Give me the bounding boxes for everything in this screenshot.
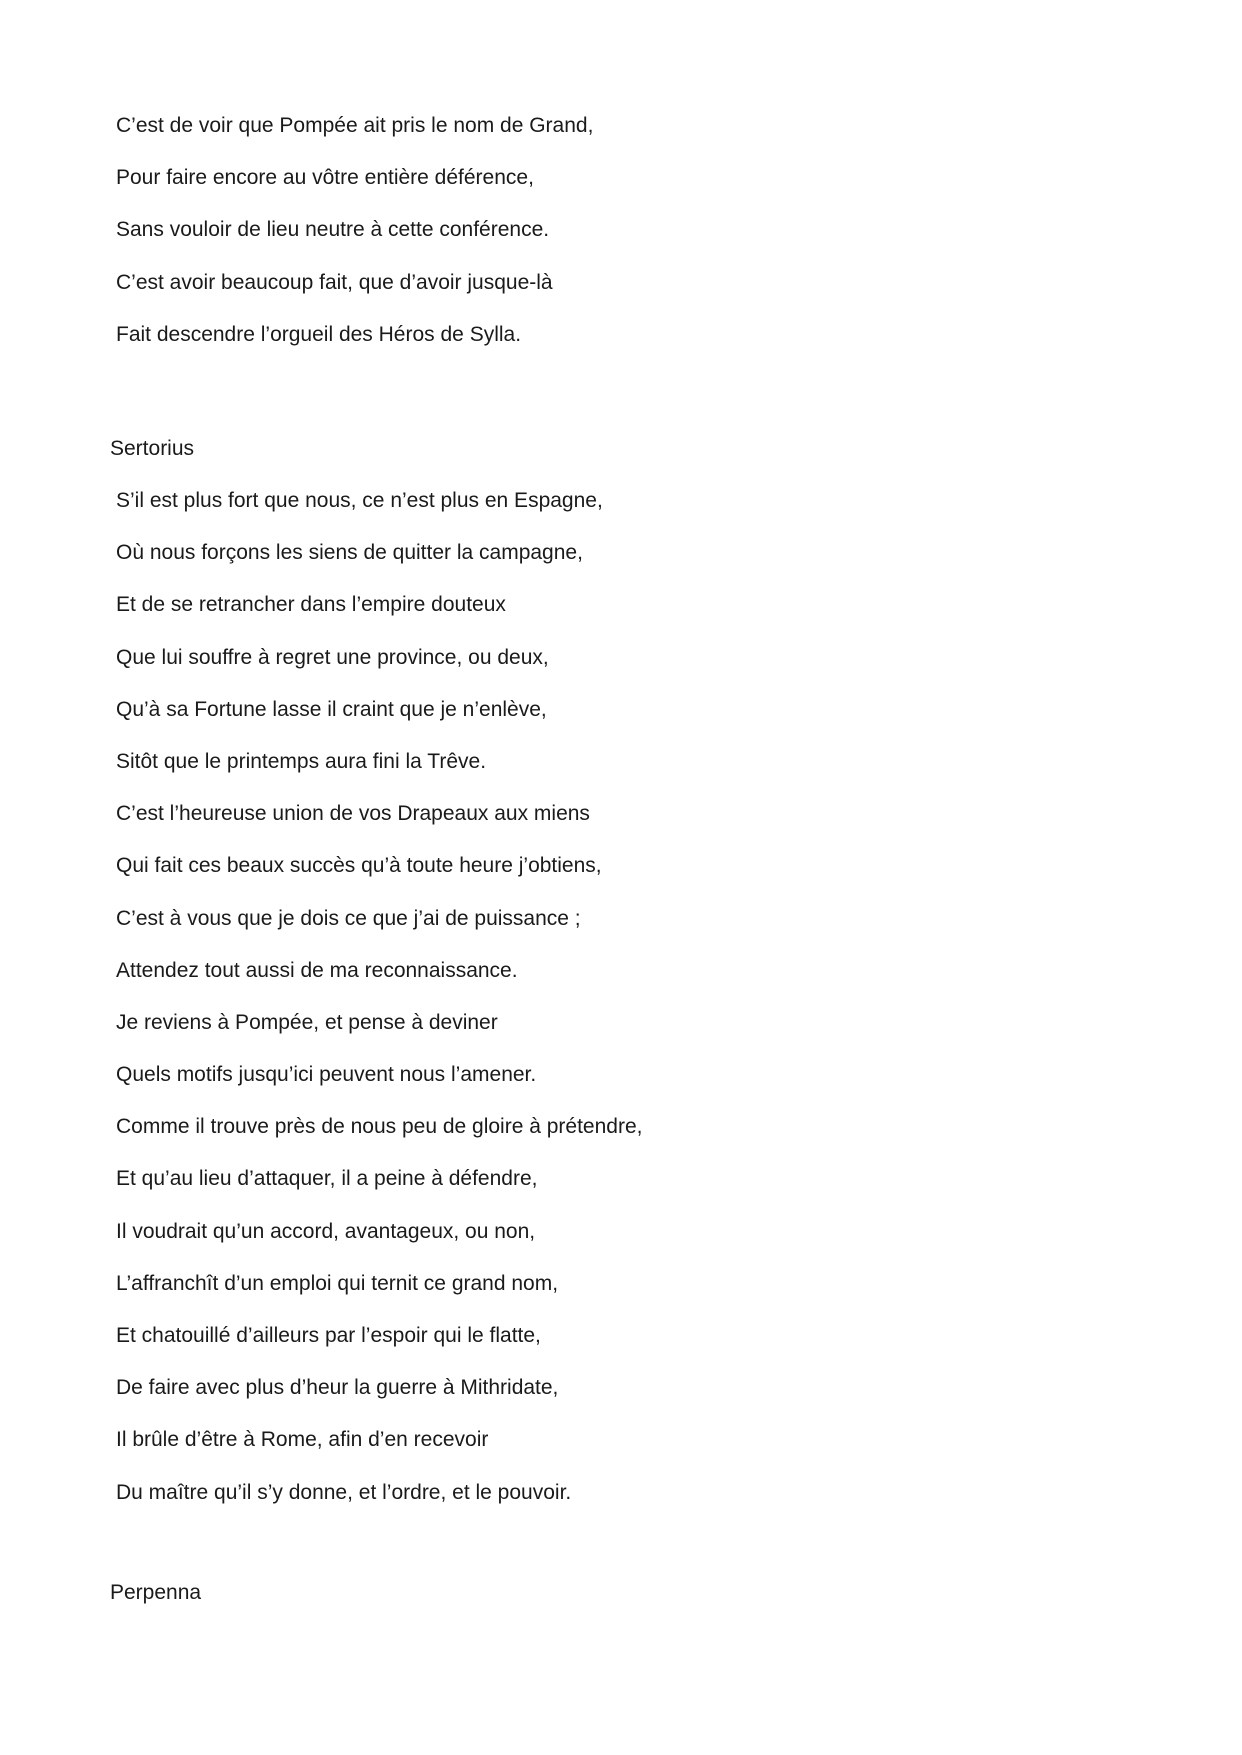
verse-line: De faire avec plus d’heur la guerre à Mithridate, <box>116 1376 559 1400</box>
speaker-name: Perpenna <box>110 1581 202 1604</box>
speaker-block-1 <box>110 423 1110 475</box>
speaker-block-2 <box>110 1567 1110 1619</box>
verse-line: Sans vouloir de lieu neutre à cette conférence. <box>116 218 550 242</box>
verse-line: S’il est plus fort que nous, ce n’est plus en Espagne, <box>116 489 603 512</box>
verse-line: C’est avoir beaucoup fait, que d’avoir jusque-là <box>116 270 553 294</box>
verse-line: C’est de voir que Pompée ait pris le nom de Grand, <box>116 114 594 137</box>
verse-line: Attendez tout aussi de ma reconnaissance. <box>116 958 518 982</box>
verse-line: Que lui souffre à regret une province, ou deux, <box>116 645 549 669</box>
verse-line: Où nous forçons les siens de quitter la campagne, <box>116 541 583 565</box>
speaker-name: Sertorius <box>110 437 195 460</box>
verse-line: Et de se retrancher dans l’empire douteux <box>116 593 506 617</box>
verse-line: C’est à vous que je dois ce que j’ai de puissance ; <box>116 906 581 930</box>
verse-line: Fait descendre l’orgueil des Héros de Sylla. <box>116 322 522 346</box>
verse-line: L’affranchît d’un emploi qui ternit ce grand nom, <box>116 1271 559 1295</box>
verse-line: Je reviens à Pompée, et pense à deviner <box>116 1010 498 1034</box>
verse-line: Du maître qu’il s’y donne, et l’ordre, et le pouvoir. <box>116 1480 572 1504</box>
verse-line: Il brûle d’être à Rome, afin d’en recevoir <box>116 1428 489 1452</box>
verse-line: Quels motifs jusqu’ici peuvent nous l’amener. <box>116 1063 537 1087</box>
stanza-1 <box>110 100 1110 361</box>
verse-line: Qui fait ces beaux succès qu’à toute heure j’obtiens, <box>116 854 602 878</box>
stanza-2 <box>110 475 1110 1519</box>
verse-line: C’est l’heureuse union de vos Drapeaux aux miens <box>116 802 590 826</box>
verse-line: Et qu’au lieu d’attaquer, il a peine à défendre, <box>116 1167 538 1191</box>
verse-line: Qu’à sa Fortune lasse il craint que je n’enlève, <box>116 697 547 721</box>
verse-line: Comme il trouve près de nous peu de gloire à prétendre, <box>116 1115 643 1139</box>
verse-line: Sitôt que le printemps aura fini la Trêve. <box>116 749 487 773</box>
verse-line: Pour faire encore au vôtre entière déférence, <box>116 166 534 190</box>
verse-line: Et chatouillé d’ailleurs par l’espoir qui le flatte, <box>116 1324 541 1347</box>
verse-line: Il voudrait qu’un accord, avantageux, ou non, <box>116 1219 536 1243</box>
